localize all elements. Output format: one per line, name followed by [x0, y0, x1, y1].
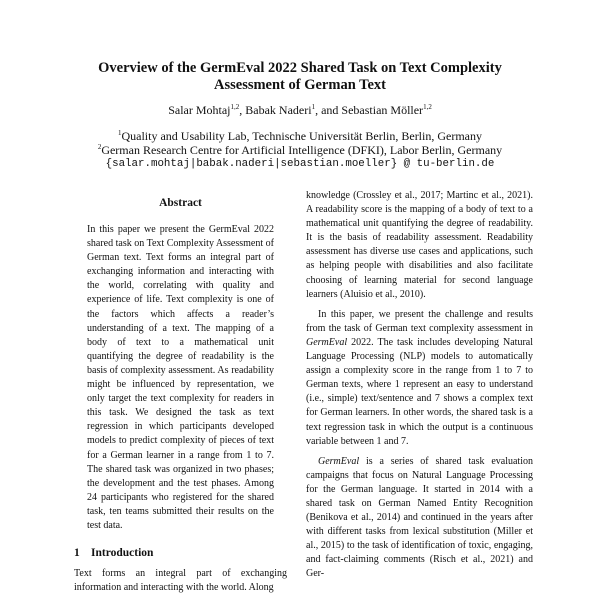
affiliation-1	[60, 129, 540, 143]
paper-title	[60, 60, 540, 94]
affiliation-2	[60, 143, 540, 157]
author-emails: {salar.mohtaj|babak.naderi|sebastian.moeller} @ tu-berlin.de	[105, 158, 495, 170]
author-separator: ,	[239, 103, 246, 117]
affiliation-mark: 1	[117, 129, 122, 137]
body-paragraph-3	[306, 455, 533, 582]
author-affil-mark: 1	[311, 103, 316, 111]
paragraph-text: is a series of shared task evaluation campaigns that focus on Natural Language Processing for the German language. It started in 2014 with a shared task on German Named Entity Recognition (Benikova et al., 2014) and continued in the years after with different tasks from lexical substitution (Miller et al., 2015) to the task of identification of toxic, engaging, and fact-claiming comments (Risch et al., 2021) and Ger-	[306, 455, 533, 580]
author-name: Salar Mohtaj	[168, 103, 231, 117]
author-separator: , and	[315, 103, 342, 117]
title-line-2: Assessment of German Text	[214, 77, 386, 93]
author-list	[60, 103, 540, 117]
affiliation-text: German Research Centre for Artificial Intelligence (DFKI), Labor Berlin, Germany	[101, 143, 503, 157]
affiliation-text: Quality and Usability Lab, Technische Universität Berlin, Berlin, Germany	[121, 129, 482, 143]
paragraph-text: 2022. The task includes developing Natural Language Processing (NLP) models to automatically assign a complexity score in the range from 1 to 7 to German texts, where 1 represent an easy to understand (i.e., simple) text/sentence and 7 shows a complex text for German learners. In other words, the shared task is a text regression task in which the output is a continuous variable between 1 and 7.	[306, 336, 533, 447]
abstract-text: In this paper we present the GermEval 2022 shared task on Text Complexity Assessment of German text. Text forms an integral part of exchanging information and interacting with the world, correlating with quality and experience of life. Text complexity is one of the factors which affects a reader’s understanding of a text. The mapping of a body of text to a mathematical unit quantifying the degree of readability is the basis of complexity assessment. As readability might be influenced by representation, we only target the text complexity for readers in this task. We designed the task as text regression in which participants developed models to predict complexity of pieces of text for a German learner in a range from 1 to 7. The shared task was organized in two phases; the development and the test phases. Among 24 participants who registered for the shared task, ten teams submitted their results on the test data.	[87, 224, 274, 531]
paragraph-text: In this paper, we present the challenge and results from the task of German text complexity assessment in	[306, 308, 533, 334]
title-line-1: Overview of the GermEval 2022 Shared Task on Text Complexity	[98, 60, 502, 76]
abstract-heading: Abstract	[159, 197, 202, 209]
author-name: Babak Naderi	[245, 103, 312, 117]
right-column	[306, 189, 533, 582]
section-heading-introduction	[74, 546, 287, 560]
section-number: 1	[74, 547, 80, 560]
intro-paragraph: Text forms an integral part of exchanging information and interacting with the world. Along	[74, 568, 287, 594]
section-title: Introduction	[91, 547, 154, 560]
body-paragraph-2	[306, 308, 533, 449]
body-paragraph-1: knowledge (Crossley et al., 2017; Martinc et al., 2021). A readability score is the mapping of a body of text to a mathematical unit quantifying the degree of readability. It is the basis of readability assessment. Readability assessment has diverse use cases and applications, such as helping people with disabilities and also facilitate choosing of learning material for second language learners (Aluisio et al., 2010).	[306, 190, 533, 300]
paragraph-emphasis: GermEval	[318, 455, 360, 467]
left-column	[74, 196, 287, 595]
author-affil-mark: 1,2	[423, 103, 432, 111]
author-affil-mark: 1,2	[230, 103, 240, 111]
paragraph-emphasis: GermEval	[306, 336, 348, 348]
affiliations	[60, 129, 540, 171]
affiliation-mark: 2	[97, 143, 102, 151]
author-name: Sebastian Möller	[341, 103, 424, 117]
